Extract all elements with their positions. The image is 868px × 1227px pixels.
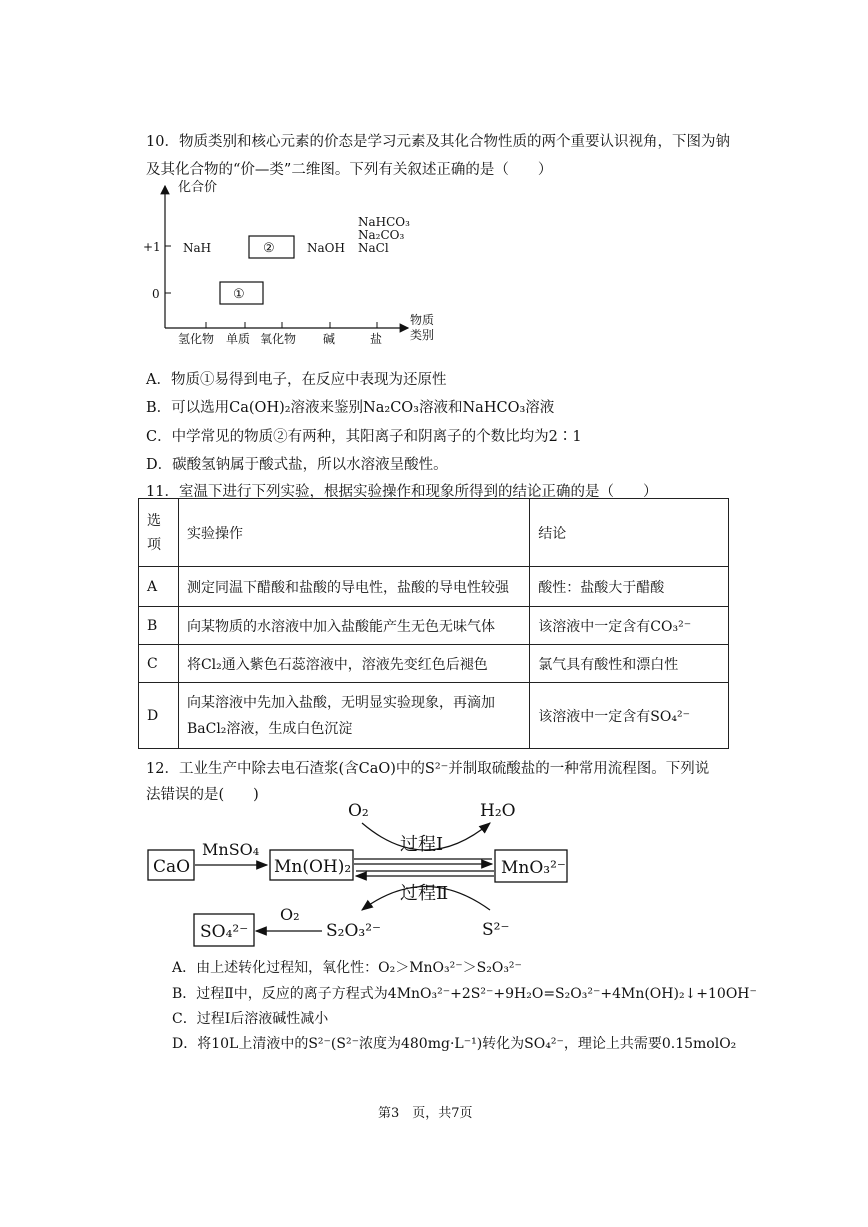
header-conclusion: 结论 bbox=[530, 499, 729, 567]
valence-category-diagram bbox=[140, 178, 460, 348]
q10-option-c: C．中学常见的物质②有两种，其阳离子和阴离子的个数比均为2∶1 bbox=[146, 429, 582, 445]
s2o3-label: S₂O₃²⁻ bbox=[326, 921, 382, 941]
s2-label: S²⁻ bbox=[482, 920, 510, 940]
box-1-label: ① bbox=[233, 287, 245, 302]
row-c-option: C bbox=[139, 645, 179, 683]
q12-stem-line2: 法错误的是( ) bbox=[146, 787, 259, 803]
y-tick-plus1: +1 bbox=[143, 240, 161, 254]
header-option: 选 项 bbox=[139, 499, 179, 567]
row-d-operation: 向某溶液中先加入盐酸，无明显实验现象，再滴加 BaCl₂溶液，生成白色沉淀 bbox=[178, 683, 529, 749]
q11-stem: 11．室温下进行下列实验，根据实验操作和现象所得到的结论正确的是（ ） bbox=[146, 484, 658, 500]
o2-bottom-label: O₂ bbox=[280, 905, 300, 924]
mno3-label: MnO₃²⁻ bbox=[501, 858, 566, 878]
row-b-conclusion: 该溶液中一定含有CO₃²⁻ bbox=[530, 607, 729, 645]
item-nahco3: NaHCO₃ bbox=[358, 215, 410, 229]
row-c-operation: 将Cl₂通入紫色石蕊溶液中，溶液先变红色后褪色 bbox=[178, 645, 529, 683]
q10-option-d: D．碳酸氢钠属于酸式盐，所以水溶液呈酸性。 bbox=[146, 457, 448, 473]
x-axis-label-2: 类别 bbox=[410, 328, 435, 342]
item-nah: NaH bbox=[183, 241, 212, 255]
process-flow-diagram bbox=[140, 795, 580, 955]
q12-option-c: C．过程Ⅰ后溶液碱性减小 bbox=[172, 1011, 329, 1027]
q12-option-a: A．由上述转化过程知，氧化性：O₂＞MnO₃²⁻＞S₂O₃²⁻ bbox=[172, 960, 522, 976]
h2o-label: H₂O bbox=[480, 801, 516, 821]
row-d-conclusion: 该溶液中一定含有SO₄²⁻ bbox=[530, 683, 729, 749]
row-a-option: A bbox=[139, 567, 179, 607]
q12-option-d: D．将10L上清液中的S²⁻(S²⁻浓度为480mg·L⁻¹)转化为SO₄²⁻，理论上共需要0.15molO₂ bbox=[172, 1036, 737, 1052]
y-axis-label: 化合价 bbox=[178, 180, 218, 195]
table-row bbox=[139, 567, 729, 607]
row-b-option: B bbox=[139, 607, 179, 645]
q12-stem-line1: 12．工业生产中除去电石渣浆(含CaO)中的S²⁻并制取硫酸盐的一种常用流程图。下列说 bbox=[146, 761, 710, 777]
x-tick-salt: 盐 bbox=[370, 332, 383, 346]
mnoh2-label: Mn(OH)₂ bbox=[274, 857, 352, 877]
page-footer: 第3 页，共7页 bbox=[378, 1106, 473, 1121]
process1-label: 过程Ⅰ bbox=[400, 834, 444, 855]
row-b-operation: 向某物质的水溶液中加入盐酸能产生无色无味气体 bbox=[178, 607, 529, 645]
q10-stem-line1: 10．物质类别和核心元素的价态是学习元素及其化合物性质的两个重要认识视角，下图为钠 bbox=[146, 134, 730, 150]
x-tick-hydride: 氢化物 bbox=[178, 332, 215, 346]
table-row bbox=[139, 645, 729, 683]
y-tick-0: 0 bbox=[152, 287, 160, 301]
process2-label: 过程Ⅱ bbox=[400, 883, 449, 904]
table-header-row bbox=[139, 499, 729, 567]
so4-label: SO₄²⁻ bbox=[200, 922, 249, 942]
table-row bbox=[139, 607, 729, 645]
row-a-conclusion: 酸性：盐酸大于醋酸 bbox=[530, 567, 729, 607]
q10-option-b: B．可以选用Ca(OH)₂溶液来鉴别Na₂CO₃溶液和NaHCO₃溶液 bbox=[146, 400, 555, 416]
q10-option-a: A．物质①易得到电子，在反应中表现为还原性 bbox=[146, 372, 447, 388]
table-row bbox=[139, 683, 729, 749]
box-2-label: ② bbox=[263, 241, 275, 256]
mnso4-label: MnSO₄ bbox=[202, 840, 260, 859]
header-operation: 实验操作 bbox=[178, 499, 529, 567]
item-na2co3: Na₂CO₃ bbox=[358, 228, 405, 242]
q12-option-b: B．过程Ⅱ中，反应的离子方程式为4MnO₃²⁻+2S²⁻+9H₂O=S₂O₃²⁻+4Mn(OH)₂↓+10OH⁻ bbox=[172, 986, 757, 1002]
x-tick-oxide: 氧化物 bbox=[260, 332, 297, 346]
item-nacl: NaCl bbox=[358, 241, 389, 255]
row-a-operation: 测定同温下醋酸和盐酸的导电性，盐酸的导电性较强 bbox=[178, 567, 529, 607]
x-axis-label-1: 物质 bbox=[410, 313, 435, 327]
row-c-conclusion: 氯气具有酸性和漂白性 bbox=[530, 645, 729, 683]
experiment-table bbox=[138, 498, 729, 749]
q10-stem-line2: 及其化合物的“价—类”二维图。下列有关叙述正确的是（ ） bbox=[146, 162, 553, 178]
cao-label: CaO bbox=[153, 857, 191, 877]
row-d-option: D bbox=[139, 683, 179, 749]
o2-top-label: O₂ bbox=[348, 801, 369, 821]
item-naoh: NaOH bbox=[307, 241, 345, 255]
x-tick-base: 碱 bbox=[323, 332, 336, 346]
x-tick-element: 单质 bbox=[226, 332, 251, 346]
